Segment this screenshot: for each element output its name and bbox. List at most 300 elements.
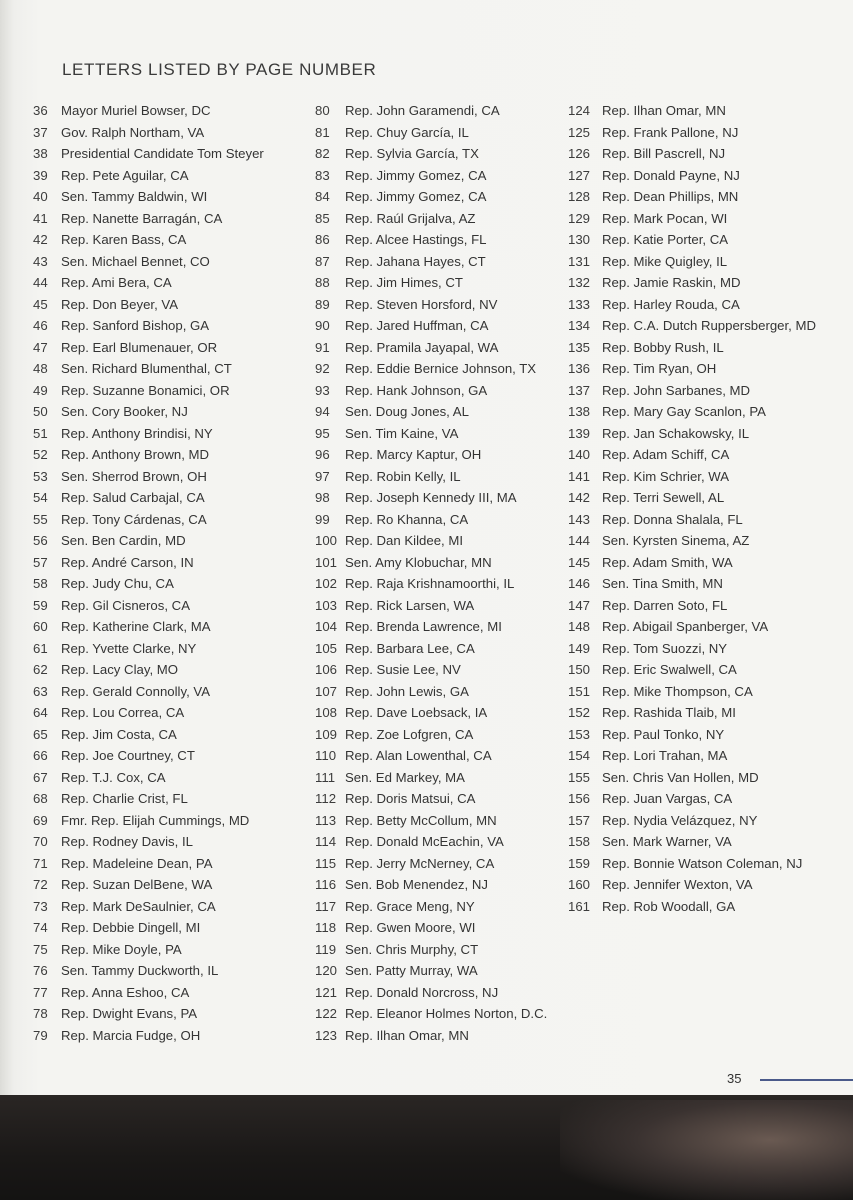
list-item — [33, 533, 303, 555]
list-item-name: Rep. Darren Soto, FL — [602, 597, 728, 613]
list-item — [315, 103, 565, 125]
list-item-name: Rep. Jimmy Gomez, CA — [345, 167, 487, 183]
list-item — [315, 598, 565, 620]
list-item-name: Presidential Candidate Tom Steyer — [61, 146, 264, 161]
list-item-name: Rep. Marcia Fudge, OH — [61, 1027, 201, 1043]
list-item-page: 61 — [33, 640, 48, 656]
list-item-name: Rep. Gerald Connolly, VA — [61, 683, 211, 699]
list-item-page: 50 — [33, 404, 48, 419]
list-item-name: Rep. Anthony Brindisi, NY — [61, 425, 213, 441]
list-item-page: 143 — [568, 511, 591, 527]
list-item — [568, 555, 848, 577]
list-item-name: Sen. Tim Kaine, VA — [345, 425, 459, 441]
list-item-name: Rep. Donald Norcross, NJ — [345, 984, 499, 1000]
list-item — [33, 469, 303, 491]
list-item — [568, 318, 848, 340]
list-item-name: Rep. Mike Quigley, IL — [602, 253, 728, 269]
list-item-name: Sen. Richard Blumenthal, CT — [61, 361, 232, 376]
list-item — [33, 684, 303, 706]
list-item-page: 42 — [33, 232, 48, 247]
list-item-page: 81 — [315, 124, 330, 140]
list-item — [33, 641, 303, 663]
list-item — [315, 920, 565, 942]
list-item-page: 158 — [568, 834, 591, 849]
list-item-page: 45 — [33, 296, 48, 312]
list-item-page: 84 — [315, 189, 330, 204]
list-item-name: Rep. Doris Matsui, CA — [345, 791, 476, 806]
list-item — [33, 146, 303, 168]
list-item-name: Rep. Ro Khanna, CA — [345, 511, 469, 527]
list-item-page: 44 — [33, 275, 48, 290]
list-item — [33, 103, 303, 125]
list-item-page: 123 — [315, 1027, 338, 1043]
list-item — [33, 942, 303, 964]
list-item — [568, 361, 848, 383]
list-item-page: 83 — [315, 167, 330, 183]
list-item — [568, 899, 848, 921]
list-item — [33, 125, 303, 147]
background-highlight — [560, 1100, 853, 1200]
list-item — [33, 297, 303, 319]
list-item — [568, 211, 848, 233]
list-item-page: 138 — [568, 404, 591, 419]
list-item-page: 128 — [568, 189, 591, 204]
list-item-page: 89 — [315, 296, 330, 312]
list-item-name: Rep. Ilhan Omar, MN — [345, 1027, 469, 1043]
list-item — [33, 361, 303, 383]
list-item-page: 78 — [33, 1006, 48, 1021]
list-item-page: 142 — [568, 490, 591, 505]
list-item — [315, 340, 565, 362]
list-item-page: 136 — [568, 361, 591, 376]
list-item-page: 114 — [315, 834, 337, 849]
list-item-page: 159 — [568, 855, 591, 871]
list-column-3 — [568, 103, 848, 920]
list-item — [568, 404, 848, 426]
list-item-name: Rep. John Garamendi, CA — [345, 103, 500, 118]
list-item-page: 48 — [33, 361, 48, 376]
list-item — [33, 920, 303, 942]
list-item — [33, 340, 303, 362]
list-item-name: Rep. Grace Meng, NY — [345, 898, 475, 914]
list-item-name: Rep. Ami Bera, CA — [61, 275, 172, 290]
list-item — [568, 340, 848, 362]
list-item-page: 98 — [315, 490, 330, 505]
list-item-page: 120 — [315, 963, 338, 978]
list-item-name: Rep. Raúl Grijalva, AZ — [345, 210, 476, 226]
list-item-page: 97 — [315, 468, 330, 484]
list-item-page: 75 — [33, 941, 48, 957]
list-item-name: Rep. Mary Gay Scanlon, PA — [602, 404, 766, 419]
list-item-page: 87 — [315, 253, 330, 269]
list-item-page: 125 — [568, 124, 591, 140]
list-item — [568, 748, 848, 770]
list-item-page: 72 — [33, 877, 48, 892]
list-item-name: Rep. Tony Cárdenas, CA — [61, 511, 207, 527]
list-item-page: 113 — [315, 812, 337, 828]
list-item-page: 117 — [315, 898, 337, 914]
list-item-page: 154 — [568, 748, 591, 763]
list-item-page: 115 — [315, 855, 337, 871]
list-item-page: 82 — [315, 146, 330, 161]
list-item-page: 112 — [315, 791, 337, 806]
page-title: LETTERS LISTED BY PAGE NUMBER — [62, 60, 377, 79]
list-item-name: Rep. Jared Huffman, CA — [345, 318, 489, 333]
list-item-name: Sen. Ed Markey, MA — [345, 769, 465, 785]
list-item-name: Rep. Don Beyer, VA — [61, 296, 179, 312]
list-item — [33, 1028, 303, 1050]
list-item-name: Rep. Lou Correa, CA — [61, 705, 185, 720]
list-item-name: Rep. Sanford Bishop, GA — [61, 318, 210, 333]
list-item-page: 91 — [315, 339, 330, 355]
list-item-page: 64 — [33, 705, 48, 720]
list-item-name: Rep. Suzanne Bonamici, OR — [61, 382, 230, 398]
list-item — [315, 705, 565, 727]
list-item — [33, 1006, 303, 1028]
list-item — [33, 727, 303, 749]
list-item-page: 131 — [568, 253, 591, 269]
list-item — [33, 705, 303, 727]
list-item-page: 146 — [568, 576, 591, 591]
list-item — [315, 877, 565, 899]
list-item — [568, 383, 848, 405]
list-item-name: Rep. Juan Vargas, CA — [602, 791, 733, 806]
list-item-name: Rep. Donna Shalala, FL — [602, 511, 743, 527]
list-item-page: 147 — [568, 597, 591, 613]
list-item-page: 139 — [568, 425, 591, 441]
list-item — [568, 727, 848, 749]
list-item-name: Rep. Earl Blumenauer, OR — [61, 339, 218, 355]
list-item-name: Rep. Madeleine Dean, PA — [61, 855, 213, 871]
list-item — [315, 684, 565, 706]
list-item — [568, 469, 848, 491]
list-item-page: 88 — [315, 275, 330, 290]
list-item — [315, 447, 565, 469]
list-item-name: Rep. Gwen Moore, WI — [345, 920, 476, 935]
list-item-page: 80 — [315, 103, 330, 118]
list-item-name: Rep. Donald Payne, NJ — [602, 167, 740, 183]
list-item-page: 95 — [315, 425, 330, 441]
list-item-name: Rep. John Sarbanes, MD — [602, 382, 751, 398]
list-item-page: 70 — [33, 834, 48, 849]
list-item — [33, 447, 303, 469]
list-item — [33, 168, 303, 190]
list-item — [33, 318, 303, 340]
list-item-name: Rep. Zoe Lofgren, CA — [345, 726, 474, 742]
list-item-name: Rep. Nydia Velázquez, NY — [602, 812, 758, 828]
list-item-name: Rep. Frank Pallone, NJ — [602, 124, 739, 140]
list-item — [33, 619, 303, 641]
list-item-name: Rep. Nanette Barragán, CA — [61, 210, 223, 226]
list-item — [568, 533, 848, 555]
list-item-name: Sen. Mark Warner, VA — [602, 834, 732, 849]
list-item-page: 149 — [568, 640, 591, 656]
list-item-page: 49 — [33, 382, 48, 398]
list-item-page: 62 — [33, 662, 48, 677]
list-item-name: Mayor Muriel Bowser, DC — [61, 103, 211, 118]
list-item-name: Rep. Jimmy Gomez, CA — [345, 189, 487, 204]
list-item-name: Sen. Tina Smith, MN — [602, 576, 723, 591]
list-item-name: Rep. Abigail Spanberger, VA — [602, 619, 769, 634]
list-item-name: Rep. Pete Aguilar, CA — [61, 167, 189, 183]
list-item-name: Rep. Tom Suozzi, NY — [602, 640, 728, 656]
list-item-name: Rep. Donald McEachin, VA — [345, 834, 504, 849]
list-item — [315, 856, 565, 878]
list-item — [568, 168, 848, 190]
list-item-name: Rep. Robin Kelly, IL — [345, 468, 461, 484]
list-item-name: Rep. Rick Larsen, WA — [345, 597, 475, 613]
list-item — [315, 297, 565, 319]
list-item-name: Rep. Mike Doyle, PA — [61, 941, 182, 957]
list-item-name: Fmr. Rep. Elijah Cummings, MD — [61, 812, 250, 828]
list-item-name: Rep. Adam Smith, WA — [602, 554, 733, 570]
list-item-page: 63 — [33, 683, 48, 699]
list-item — [315, 469, 565, 491]
list-item-name: Rep. Yvette Clarke, NY — [61, 640, 197, 656]
list-item-name: Rep. John Lewis, GA — [345, 683, 469, 699]
list-item-page: 58 — [33, 576, 48, 591]
list-item-page: 148 — [568, 619, 591, 634]
list-item — [315, 318, 565, 340]
list-item-name: Sen. Michael Bennet, CO — [61, 253, 210, 269]
list-item-page: 105 — [315, 640, 338, 656]
list-item-name: Rep. Barbara Lee, CA — [345, 640, 475, 656]
list-item — [315, 211, 565, 233]
list-item-page: 51 — [33, 425, 48, 441]
list-item-name: Rep. Alcee Hastings, FL — [345, 232, 487, 247]
list-item-page: 126 — [568, 146, 591, 161]
list-item — [33, 791, 303, 813]
list-item-name: Rep. Debbie Dingell, MI — [61, 920, 201, 935]
list-item-name: Rep. Joseph Kennedy III, MA — [345, 490, 517, 505]
list-item-name: Rep. Pramila Jayapal, WA — [345, 339, 499, 355]
list-item — [568, 705, 848, 727]
list-item-name: Rep. Dave Loebsack, IA — [345, 705, 488, 720]
list-item-page: 69 — [33, 812, 48, 828]
list-item-name: Rep. Katherine Clark, MA — [61, 619, 211, 634]
list-item — [315, 533, 565, 555]
list-item-name: Sen. Cory Booker, NJ — [61, 404, 188, 419]
list-item-name: Rep. Charlie Crist, FL — [61, 791, 188, 806]
list-item — [315, 641, 565, 663]
list-item-name: Rep. Sylvia García, TX — [345, 146, 479, 161]
list-item-name: Rep. Jamie Raskin, MD — [602, 275, 741, 290]
list-item-page: 99 — [315, 511, 330, 527]
list-item — [33, 490, 303, 512]
list-item-page: 86 — [315, 232, 330, 247]
list-item-page: 37 — [33, 124, 48, 140]
list-item-name: Sen. Bob Menendez, NJ — [345, 877, 488, 892]
list-item-page: 74 — [33, 920, 48, 935]
list-item — [33, 211, 303, 233]
list-item-name: Sen. Chris Van Hollen, MD — [602, 769, 759, 785]
list-item-page: 85 — [315, 210, 330, 226]
list-item-page: 150 — [568, 662, 591, 677]
list-item — [33, 232, 303, 254]
list-item-page: 119 — [315, 941, 337, 957]
list-item-page: 133 — [568, 296, 591, 312]
list-item — [568, 103, 848, 125]
list-item-name: Sen. Sherrod Brown, OH — [61, 468, 207, 484]
list-item-name: Rep. Harley Rouda, CA — [602, 296, 740, 312]
list-item-name: Rep. Bill Pascrell, NJ — [602, 146, 726, 161]
list-item — [33, 770, 303, 792]
list-item-name: Rep. Eric Swalwell, CA — [602, 662, 737, 677]
list-item — [568, 146, 848, 168]
list-item-name: Rep. Alan Lowenthal, CA — [345, 748, 492, 763]
list-column-2 — [315, 103, 565, 1049]
list-item-name: Rep. Dean Phillips, MN — [602, 189, 739, 204]
list-item-page: 130 — [568, 232, 591, 247]
list-item — [33, 985, 303, 1007]
list-item — [315, 426, 565, 448]
list-item-page: 157 — [568, 812, 591, 828]
list-item — [315, 555, 565, 577]
list-item-page: 94 — [315, 404, 330, 419]
list-item-page: 145 — [568, 554, 591, 570]
list-item-name: Rep. Rob Woodall, GA — [602, 898, 736, 914]
list-item — [568, 641, 848, 663]
list-item-name: Rep. Ilhan Omar, MN — [602, 103, 726, 118]
list-item — [33, 963, 303, 985]
list-item-page: 56 — [33, 533, 48, 548]
list-item — [315, 619, 565, 641]
list-item-page: 79 — [33, 1027, 48, 1043]
list-item — [33, 189, 303, 211]
list-item — [315, 1006, 565, 1028]
list-item-name: Rep. Betty McCollum, MN — [345, 812, 497, 828]
list-item-page: 111 — [315, 769, 336, 785]
page-number-rule — [760, 1079, 853, 1081]
list-item-page: 40 — [33, 189, 48, 204]
list-item-page: 104 — [315, 619, 338, 634]
list-item-page: 53 — [33, 468, 48, 484]
list-item-page: 108 — [315, 705, 338, 720]
list-item — [315, 275, 565, 297]
list-item — [315, 168, 565, 190]
list-item-name: Sen. Doug Jones, AL — [345, 404, 469, 419]
list-item — [315, 813, 565, 835]
list-item — [568, 254, 848, 276]
list-item-name: Rep. Susie Lee, NV — [345, 662, 461, 677]
list-item-name: Rep. Eleanor Holmes Norton, D.C. — [345, 1006, 548, 1021]
list-item-name: Rep. Jim Costa, CA — [61, 726, 177, 742]
list-item-name: Rep. Adam Schiff, CA — [602, 447, 730, 462]
list-item-page: 116 — [315, 877, 337, 892]
list-item — [315, 576, 565, 598]
list-item — [315, 662, 565, 684]
list-item-name: Rep. Suzan DelBene, WA — [61, 877, 213, 892]
list-item — [315, 404, 565, 426]
list-item-name: Rep. Dan Kildee, MI — [345, 533, 464, 548]
list-item-page: 121 — [315, 984, 338, 1000]
list-item-page: 129 — [568, 210, 591, 226]
list-item-page: 71 — [33, 855, 48, 871]
list-item-page: 124 — [568, 103, 591, 118]
list-item-name: Rep. André Carson, IN — [61, 554, 194, 570]
list-item-name: Rep. Mark Pocan, WI — [602, 210, 728, 226]
list-item — [568, 770, 848, 792]
list-item — [33, 404, 303, 426]
list-item — [315, 748, 565, 770]
list-item — [33, 813, 303, 835]
list-item — [315, 791, 565, 813]
list-item-page: 73 — [33, 898, 48, 914]
list-item-name: Rep. Jennifer Wexton, VA — [602, 877, 753, 892]
list-item-page: 41 — [33, 210, 48, 226]
list-item-name: Rep. Karen Bass, CA — [61, 232, 187, 247]
list-item-name: Rep. Eddie Bernice Johnson, TX — [345, 361, 537, 376]
list-item — [315, 125, 565, 147]
list-item — [315, 232, 565, 254]
list-item — [33, 877, 303, 899]
list-item-name: Rep. Bonnie Watson Coleman, NJ — [602, 855, 803, 871]
list-item-name: Rep. Chuy García, IL — [345, 124, 469, 140]
list-item — [33, 426, 303, 448]
list-item-name: Rep. T.J. Cox, CA — [61, 769, 166, 785]
list-item-page: 101 — [315, 554, 338, 570]
list-item-page: 65 — [33, 726, 48, 742]
list-item-name: Rep. Raja Krishnamoorthi, IL — [345, 576, 515, 591]
list-item — [33, 512, 303, 534]
list-item — [315, 942, 565, 964]
list-item-page: 55 — [33, 511, 48, 527]
list-item-page: 134 — [568, 318, 591, 333]
list-item — [568, 297, 848, 319]
list-item-page: 103 — [315, 597, 338, 613]
list-item — [568, 856, 848, 878]
list-item — [568, 877, 848, 899]
list-item-name: Rep. Rodney Davis, IL — [61, 834, 193, 849]
list-item-name: Gov. Ralph Northam, VA — [61, 124, 205, 140]
list-item-page: 160 — [568, 877, 591, 892]
list-item-page: 66 — [33, 748, 48, 763]
list-item-name: Rep. Joe Courtney, CT — [61, 748, 195, 763]
list-item-name: Rep. Katie Porter, CA — [602, 232, 729, 247]
list-item — [315, 985, 565, 1007]
list-item-page: 46 — [33, 318, 48, 333]
list-item-page: 156 — [568, 791, 591, 806]
list-item — [33, 275, 303, 297]
list-item — [315, 727, 565, 749]
list-item-page: 67 — [33, 769, 48, 785]
list-item-name: Rep. Judy Chu, CA — [61, 576, 174, 591]
list-item-page: 127 — [568, 167, 591, 183]
list-item — [568, 447, 848, 469]
list-item-name: Sen. Chris Murphy, CT — [345, 941, 479, 957]
list-item-name: Rep. Jan Schakowsky, IL — [602, 425, 750, 441]
list-item-page: 57 — [33, 554, 48, 570]
list-item-page: 68 — [33, 791, 48, 806]
list-item-name: Sen. Patty Murray, WA — [345, 963, 478, 978]
list-item-name: Rep. Terri Sewell, AL — [602, 490, 725, 505]
list-item — [315, 834, 565, 856]
list-item — [568, 598, 848, 620]
list-item — [568, 813, 848, 835]
list-item-page: 141 — [568, 468, 591, 484]
list-item-name: Rep. Bobby Rush, IL — [602, 339, 724, 355]
list-item-name: Rep. Mark DeSaulnier, CA — [61, 898, 216, 914]
list-item — [568, 619, 848, 641]
list-item-name: Rep. Jerry McNerney, CA — [345, 855, 495, 871]
list-item-page: 47 — [33, 339, 48, 355]
list-item-page: 144 — [568, 533, 591, 548]
list-item — [33, 576, 303, 598]
list-item-page: 52 — [33, 447, 48, 462]
list-item-name: Rep. Jahana Hayes, CT — [345, 253, 486, 269]
list-item — [315, 1028, 565, 1050]
list-item-name: Rep. Lacy Clay, MO — [61, 662, 179, 677]
